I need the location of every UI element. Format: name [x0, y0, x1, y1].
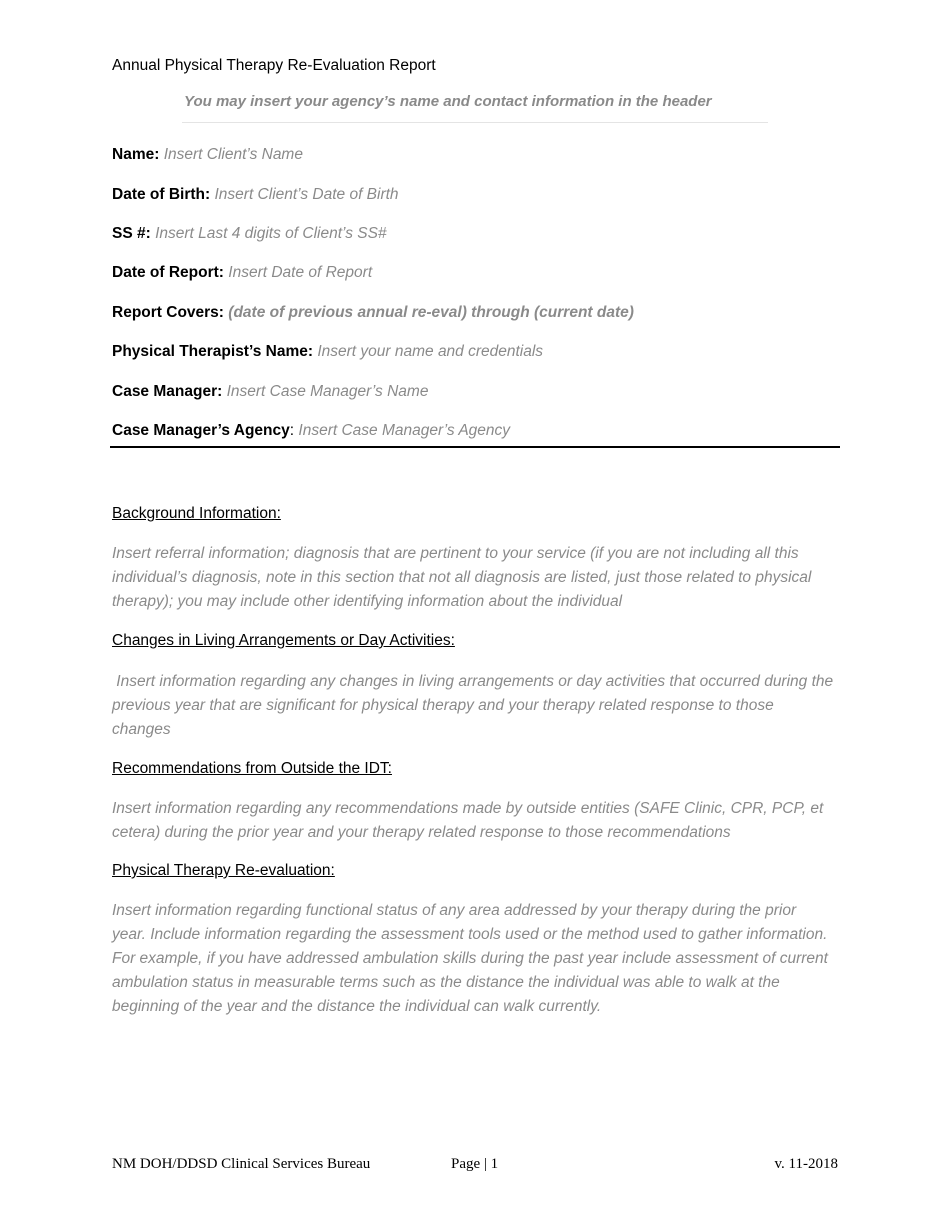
field-date-of-report-value[interactable]: Insert Date of Report: [228, 264, 373, 281]
footer-page-number: Page | 1: [451, 1156, 499, 1172]
section-changes-body[interactable]: Insert information regarding any changes in living arrangements or day activities that occurred during the previous year that are significant for physical therapy and your therapy related response to those changes: [112, 673, 834, 738]
section-changes-heading: Changes in Living Arrangements or Day Activities:: [112, 632, 455, 649]
field-ss-number-value[interactable]: Insert Last 4 digits of Client’s SS#: [155, 225, 387, 242]
footer-version: v. 11-2018: [774, 1156, 838, 1172]
field-report-covers-value[interactable]: (date of previous annual re-eval) through (current date): [228, 304, 634, 321]
field-date-of-birth-value[interactable]: Insert Client’s Date of Birth: [214, 186, 399, 203]
fields-divider: [110, 446, 840, 448]
field-name: [112, 145, 303, 165]
field-case-manager-agency: [112, 421, 510, 441]
field-date-of-report: [112, 263, 372, 283]
field-date-of-report-label: Date of Report:: [112, 264, 224, 281]
field-case-manager-label: Case Manager:: [112, 383, 223, 400]
section-recommendations-body[interactable]: Insert information regarding any recommendations made by outside entities (SAFE Clinic, CPR, PCP, et cetera) during the prior year and your therapy related response to those recommendations: [112, 800, 824, 841]
field-case-manager-agency-separator: :: [289, 422, 295, 439]
field-date-of-birth-label: Date of Birth:: [112, 186, 211, 203]
footer-organization: NM DOH/DDSD Clinical Services Bureau: [112, 1156, 371, 1172]
field-report-covers-label: Report Covers:: [112, 304, 224, 321]
field-case-manager-value[interactable]: Insert Case Manager’s Name: [226, 383, 429, 400]
field-date-of-birth: [112, 185, 399, 205]
field-name-value[interactable]: Insert Client’s Name: [163, 146, 303, 163]
field-case-manager-agency-label: Case Manager’s Agency: [112, 422, 290, 439]
field-case-manager: [112, 382, 428, 402]
field-therapist-name-label: Physical Therapist’s Name:: [112, 343, 314, 360]
section-reevaluation-body[interactable]: Insert information regarding functional status of any area addressed by your therapy during the prior year. Include information regarding the assessment tools used or the method used to gather information. For example, if you have addressed ambulation skills during the past year include assessment of current ambulation status in measurable terms such as the distance the individual was able to walk at the beginning of the year and the distance the individual can walk currently.: [112, 902, 828, 1015]
section-recommendations-heading: Recommendations from Outside the IDT:: [112, 760, 392, 777]
field-report-covers: [112, 303, 634, 323]
document-title: Annual Physical Therapy Re-Evaluation Report: [112, 57, 436, 74]
field-therapist-name: [112, 342, 543, 362]
field-therapist-name-value[interactable]: Insert your name and credentials: [317, 343, 544, 360]
field-name-label: Name:: [112, 146, 160, 163]
section-background-body[interactable]: Insert referral information; diagnosis that are pertinent to your service (if you are not including all this individual’s diagnosis, note in this section that not all diagnosis are listed, just those related to physical therapy); you may include other identifying information about the individual: [112, 545, 812, 610]
field-ss-number-label: SS #:: [112, 225, 151, 242]
field-case-manager-agency-value[interactable]: Insert Case Manager’s Agency: [298, 422, 511, 439]
header-instruction: You may insert your agency’s name and contact information in the header: [184, 93, 712, 110]
section-reevaluation-heading: Physical Therapy Re-evaluation:: [112, 862, 335, 879]
section-background-heading: Background Information:: [112, 505, 281, 522]
field-ss-number: [112, 224, 387, 244]
header-divider: [182, 122, 768, 123]
